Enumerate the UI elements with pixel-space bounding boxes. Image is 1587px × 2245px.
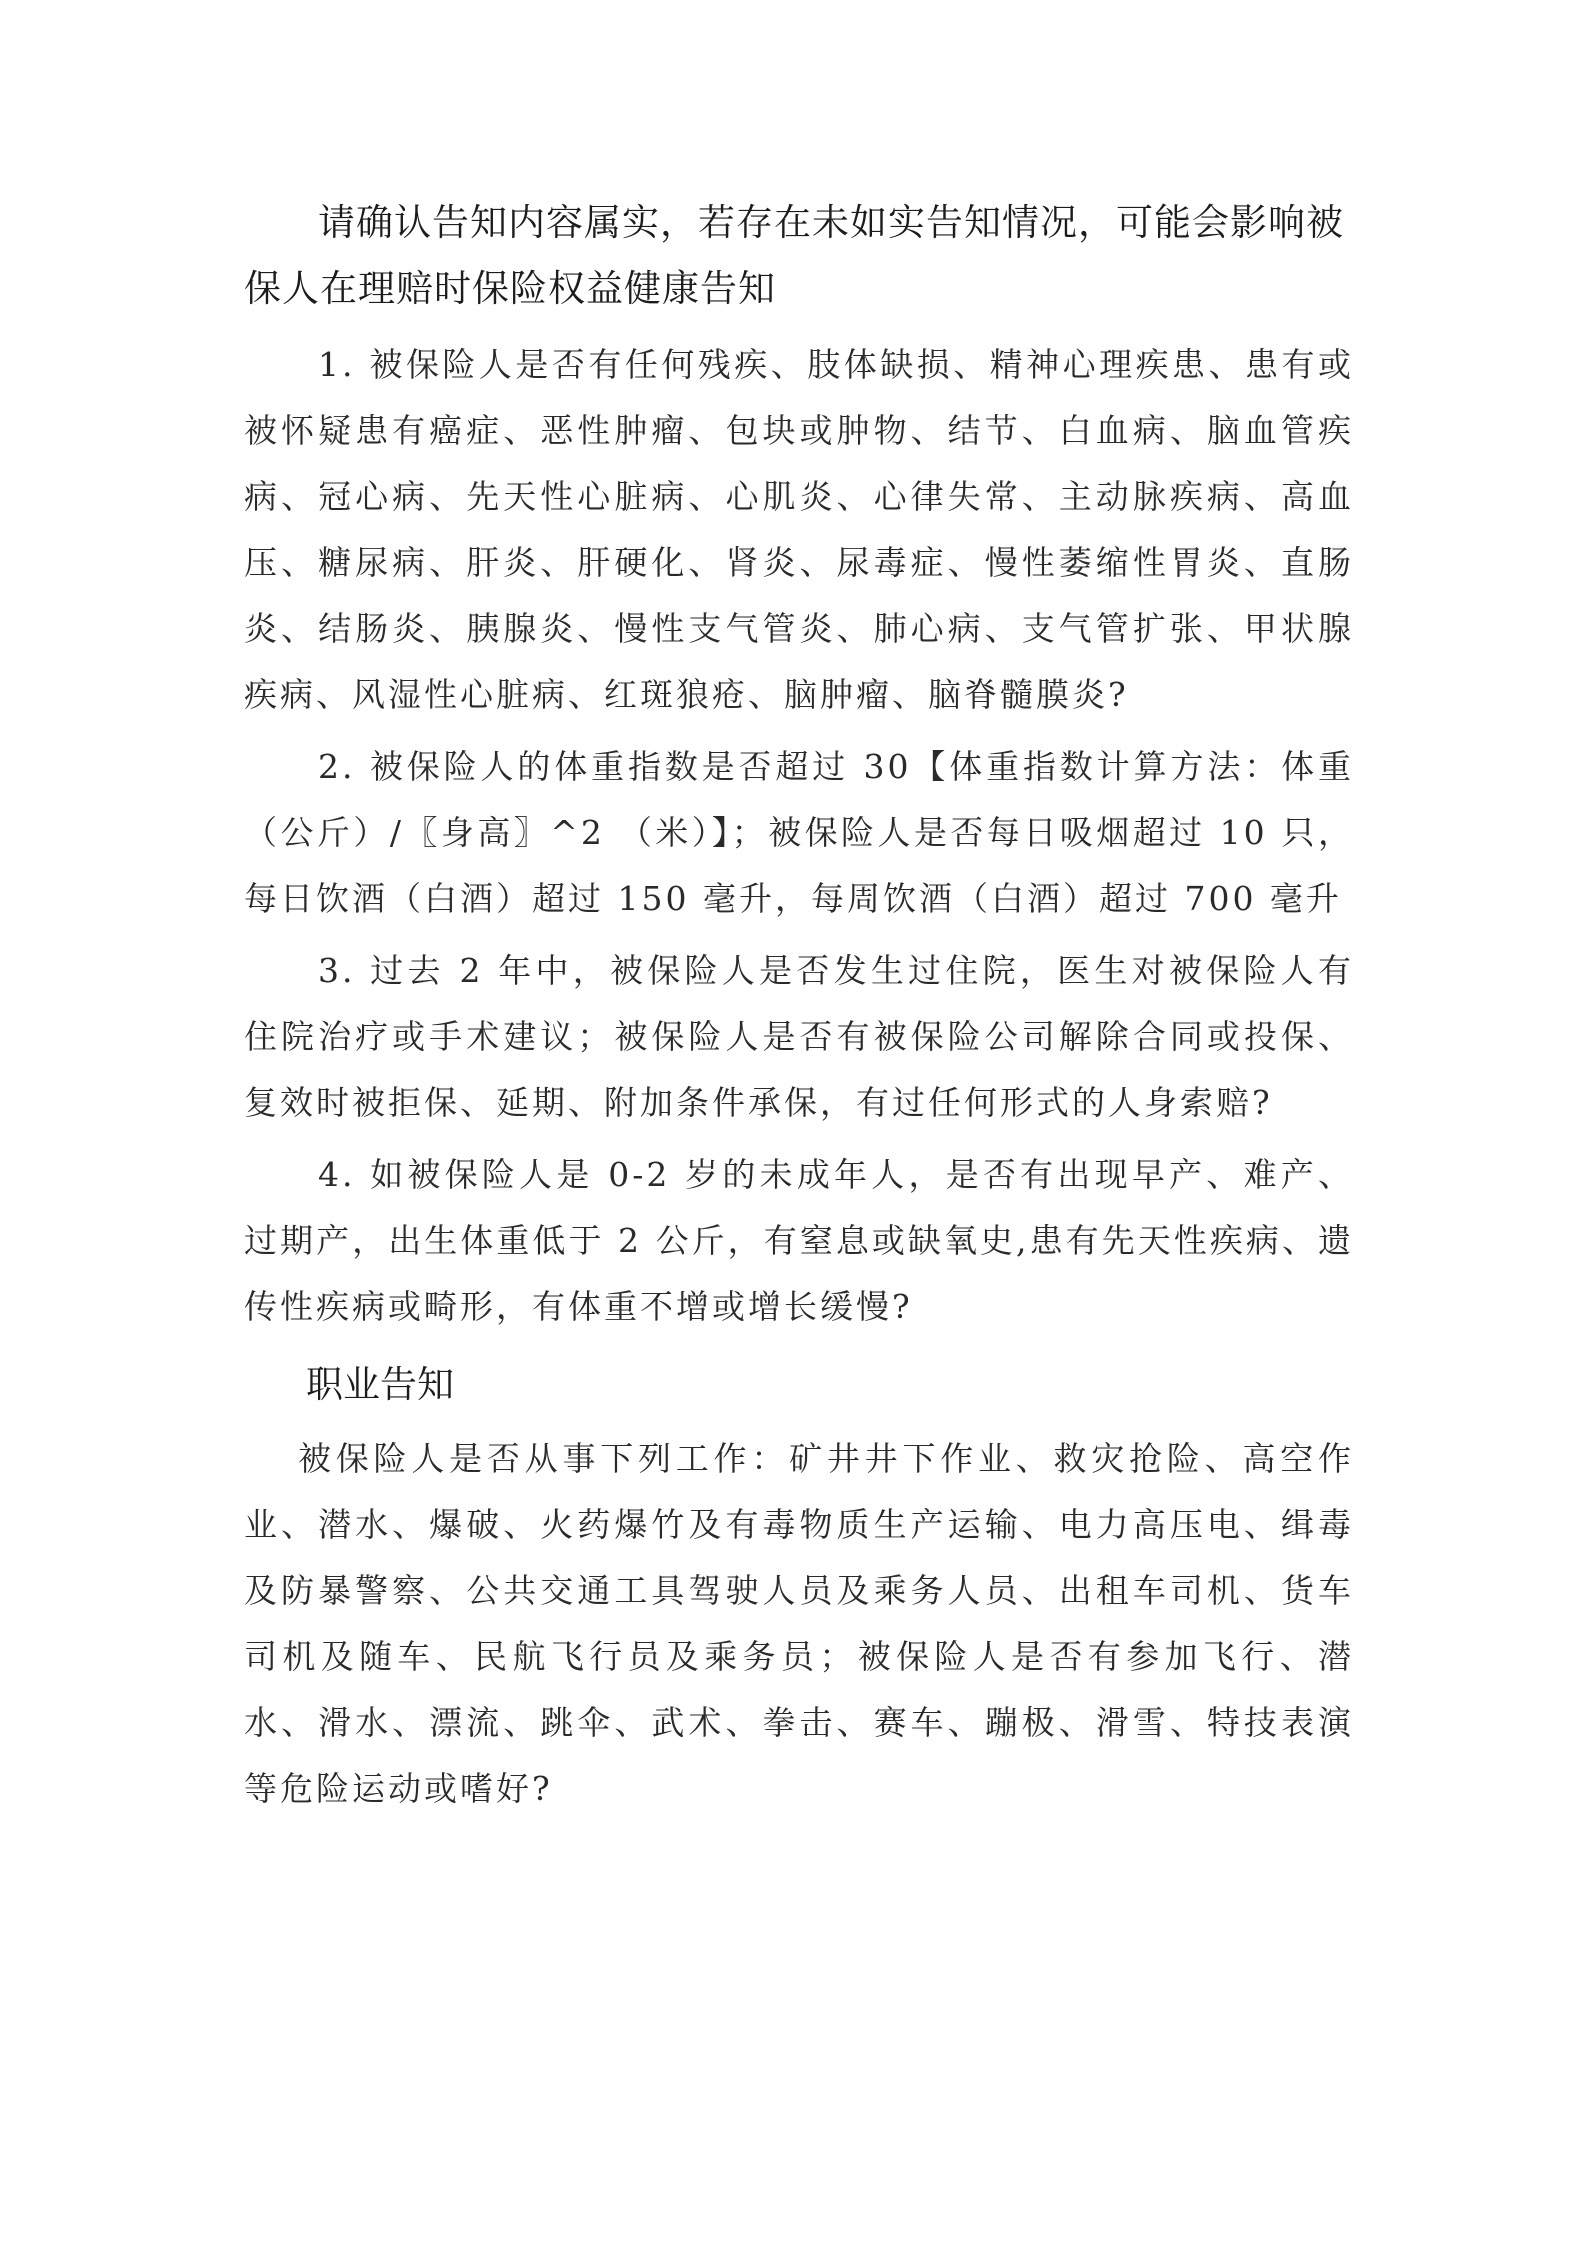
health-item-4: 4. 如被保险人是 0-2 岁的未成年人，是否有出现早产、难产、过期产，出生体重低于 2 公斤，有窒息或缺氧史,患有先天性疾病、遗传性疾病或畸形，有体重不增或增长缓慢? — [244, 1155, 1354, 1326]
document-body — [244, 190, 1354, 1828]
health-item-1: 1. 被保险人是否有任何残疾、肢体缺损、精神心理疾患、患有或被怀疑患有癌症、恶性肿瘤、包块或肿物、结节、白血病、脑血管疾病、冠心病、先天性心脏病、心肌炎、心律失常、主动脉疾病、高血压、糖尿病、肝炎、肝硬化、肾炎、尿毒症、慢性萎缩性胃炎、直肠炎、结肠炎、胰腺炎、慢性支气管炎、肺心病、支气管扩张、甲状腺疾病、风湿性心脏病、红斑狼疮、脑肿瘤、脑脊髓膜炎? — [244, 345, 1354, 714]
occupation-title: 职业告知 — [306, 1363, 454, 1406]
health-item-2: 2. 被保险人的体重指数是否超过 30【体重指数计算方法：体重（公斤）/〖身高〗^2 （米）】；被保险人是否每日吸烟超过 10 只，每日饮酒（白酒）超过 150 毫升，每周饮酒（白酒）超过 700 毫升 — [244, 747, 1354, 918]
occupation-text: 被保险人是否从事下列工作：矿井井下作业、救灾抢险、高空作业、潜水、爆破、火药爆竹及有毒物质生产运输、电力高压电、缉毒及防暴警察、公共交通工具驾驶人员及乘务人员、出租车司机、货车司机及随车、民航飞行员及乘务员；被保险人是否有参加飞行、潜水、滑水、漂流、跳伞、武术、拳击、赛车、蹦极、滑雪、特技表演等危险运动或嗜好? — [244, 1439, 1354, 1808]
intro-heading: 请确认告知内容属实，若存在未如实告知情况，可能会影响被保人在理赔时保险权益健康告知 — [244, 201, 1344, 310]
health-item-3: 3. 过去 2 年中，被保险人是否发生过住院，医生对被保险人有住院治疗或手术建议；被保险人是否有被保险公司解除合同或投保、复效时被拒保、延期、附加条件承保，有过任何形式的人身索赔? — [244, 951, 1354, 1122]
